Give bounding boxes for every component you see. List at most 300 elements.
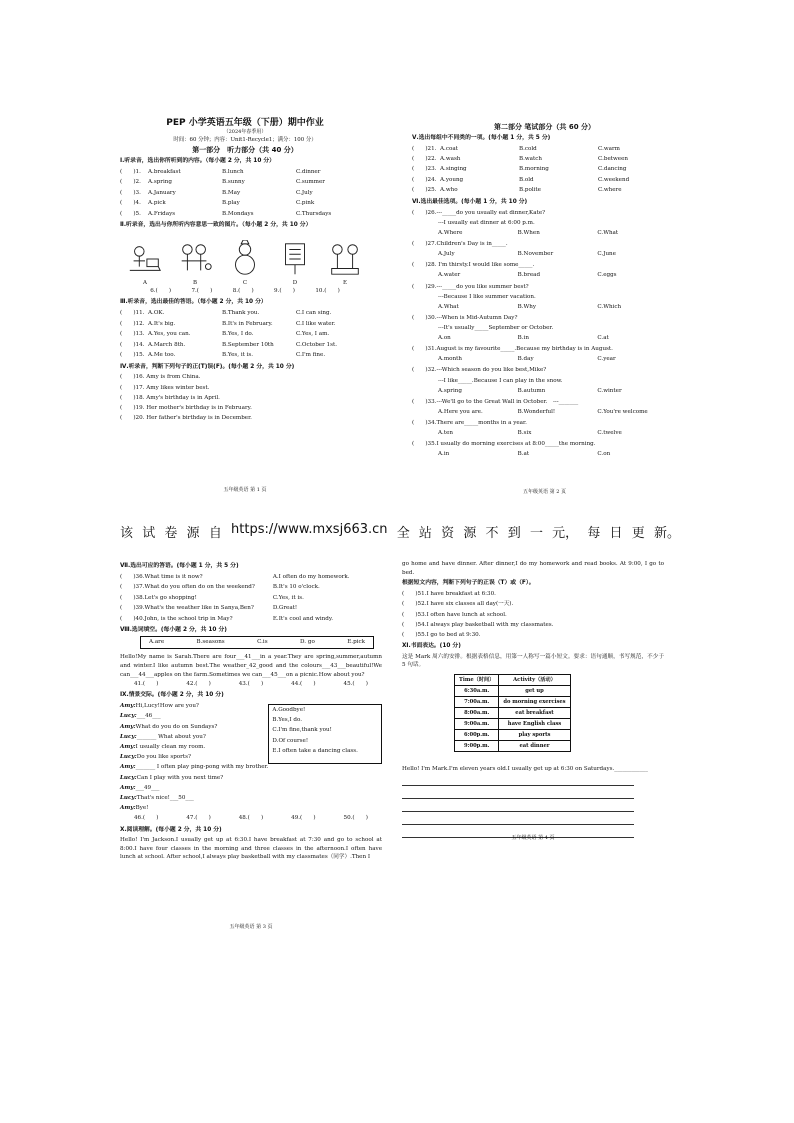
answer-slot[interactable]: 7.( ) <box>191 287 213 294</box>
word-bank <box>140 636 374 649</box>
dialogue-text: _______ I often play ping-pong with my brother. <box>135 764 269 771</box>
option-c[interactable]: C.between <box>598 156 629 163</box>
option-b[interactable]: B.polite <box>519 187 541 194</box>
banner-text: 日 <box>609 526 623 541</box>
time-cell: 6:30a.m. <box>455 686 499 697</box>
speaker: Amy: <box>120 703 136 710</box>
option-c[interactable]: C.weekend <box>598 176 630 183</box>
option-c[interactable]: C.summer <box>296 179 325 186</box>
activity-cell: play sports <box>499 730 570 741</box>
question-text: ( )27.Children's Day is in_____. <box>412 241 508 248</box>
question-number: ( )23. <box>412 166 437 173</box>
option-a[interactable]: A.breakfast <box>148 168 181 175</box>
option-c[interactable]: C.What <box>597 230 619 237</box>
section-11-heading: Ⅺ.书面表达。(10 分) <box>402 643 461 650</box>
question-row: ( )18. Amy's birthday is in April. <box>120 394 220 401</box>
question-row <box>412 186 677 196</box>
time-cell: 7:00a.m. <box>455 697 499 708</box>
question-row <box>120 178 370 188</box>
section-1-questions <box>120 167 370 219</box>
question-text: ( )32.---Which season do you like best,Mike? <box>412 367 547 374</box>
question-number: ( )3. <box>120 189 141 196</box>
question-item <box>412 240 677 260</box>
option-c[interactable]: C.year <box>597 356 616 363</box>
word-option: B.seasons <box>196 639 225 646</box>
page-2 <box>412 120 677 495</box>
option-a[interactable]: A.ten <box>438 430 453 437</box>
dialogue-option: C.I'm fine,thank you! <box>272 727 332 734</box>
banner-text: 元， <box>552 526 579 541</box>
section-9-heading: Ⅸ.情景交际。(每小题 2 分，共 10 分) <box>120 692 224 699</box>
picture-b: B <box>170 231 220 286</box>
question-row: ( )54.I always play basketball with my classmates. <box>402 621 554 628</box>
option-a[interactable]: A.It's big. <box>148 320 176 327</box>
option-c[interactable]: C.I like water. <box>296 320 336 327</box>
option-b[interactable]: B.sunny <box>222 179 245 186</box>
question-text: ( )34.There are_____months in a year. <box>412 420 527 427</box>
banner-text: 源 <box>463 526 477 541</box>
page-3 <box>120 560 382 930</box>
answer-option[interactable]: C.Yes, it is. <box>272 594 304 601</box>
option-c[interactable]: C.I can sing. <box>296 310 332 317</box>
speaker: Amy: <box>120 723 136 730</box>
answer-slot[interactable]: 6.( ) <box>150 287 172 294</box>
banner-text: 新。 <box>653 526 680 541</box>
question-item <box>412 397 677 417</box>
dialogue-option: A.Goodbye! <box>272 706 306 713</box>
page-footer: 五年级英语 第 1 页 <box>223 486 267 493</box>
banner-text: 不 <box>485 526 499 541</box>
option-a[interactable]: A.wash <box>440 156 461 163</box>
dialogue-line <box>120 732 268 742</box>
section-5-heading: Ⅴ.选出每组中不同类的一项。(每小题 1 分，共 5 分) <box>412 134 551 141</box>
table-row <box>455 741 571 752</box>
question-options <box>412 229 677 239</box>
word-option: C.is <box>257 639 268 646</box>
option-a[interactable]: A.month <box>438 356 462 363</box>
option-c[interactable]: C.at <box>597 335 609 342</box>
option-b[interactable]: B.play <box>222 200 240 207</box>
option-b[interactable]: B.Why <box>517 303 537 310</box>
part-1-heading: 第一部分 听力部分（共 40 分） <box>192 146 298 155</box>
question-number: ( )24. <box>412 176 437 183</box>
answer-slot[interactable]: 42.( ) <box>186 680 211 687</box>
dialogue-text: _______ What about you? <box>136 733 206 740</box>
dialogue-line <box>120 712 268 722</box>
option-a[interactable]: A.on <box>438 335 451 342</box>
question-row: ( )17. Amy likes winter best. <box>120 384 210 391</box>
speaker: Lucy: <box>120 754 137 761</box>
question-row <box>412 144 677 154</box>
option-b[interactable]: B.November <box>517 251 554 258</box>
writing-line[interactable] <box>402 786 634 799</box>
question-number: ( )15. <box>120 351 145 358</box>
question-options <box>412 355 677 365</box>
question-row <box>120 198 370 208</box>
option-a[interactable]: A.Fridays <box>148 210 176 217</box>
speaker: Amy: <box>120 764 136 771</box>
option-a[interactable]: A.January <box>148 189 176 196</box>
answer-option[interactable]: A.I often do my homework. <box>272 573 350 580</box>
question-row: ( )16. Amy is from China. <box>120 374 201 381</box>
picture-c: C <box>220 231 270 286</box>
option-c[interactable]: C.Thursdays <box>296 210 332 217</box>
option-a[interactable]: A.July <box>438 251 455 258</box>
part-2-heading: 第二部分 笔试部分（共 60 分） <box>493 123 596 131</box>
speaker: Amy: <box>120 743 136 750</box>
dialogue-text: What do you do on Sundays? <box>135 723 218 730</box>
answer-slot[interactable]: 9.( ) <box>274 287 295 294</box>
table-row <box>455 686 571 697</box>
family-icon <box>176 240 214 278</box>
question-text: ( )35.I usually do morning exercises at 8:00_____the morning. <box>412 441 596 448</box>
dialogue-area <box>120 702 382 814</box>
speaker: Amy: <box>120 805 136 812</box>
banner-text: 试 <box>142 526 156 541</box>
banner-text: 一 <box>529 526 543 541</box>
section-8-heading: Ⅷ.选词填空。(每小题 2 分，共 10 分) <box>120 627 227 634</box>
option-a[interactable]: A.young <box>440 176 464 183</box>
option-a[interactable]: A.What <box>438 303 459 310</box>
option-c[interactable]: C.twelve <box>597 430 622 437</box>
question-text: ( )39.What's the weather like in Sanya,Ben? <box>120 605 254 612</box>
question-text-2: ---I like_____.Because I can play in the snow. <box>438 377 563 384</box>
answer-slot[interactable]: 45.( ) <box>343 680 368 687</box>
source-banner <box>120 522 680 541</box>
picture-d: D <box>270 231 320 286</box>
children-icon <box>326 240 364 278</box>
section-3-heading: Ⅲ.听录音，选出最佳的答语。（每小题 2 分，共 10 分） <box>120 299 267 306</box>
question-number: ( )4. <box>120 200 141 207</box>
question-item <box>412 418 677 438</box>
banner-text: 资 <box>441 526 455 541</box>
option-c[interactable]: C.where <box>598 187 622 194</box>
option-a[interactable]: A.OK. <box>148 310 165 317</box>
speaker: Lucy: <box>120 713 137 720</box>
section-2-heading: Ⅱ.听录音，选出与你所听内容意思一致的图片。（每小题 2 分，共 10 分） <box>120 222 312 229</box>
section-9-answers <box>120 814 382 824</box>
answer-slot[interactable]: 49.( ) <box>291 815 316 822</box>
page-footer: 五年级英语 第 2 页 <box>523 488 566 495</box>
option-c[interactable]: C.dinner <box>296 168 321 175</box>
dialogue-line <box>120 793 268 803</box>
banner-text: 更 <box>631 526 645 541</box>
question-item <box>412 313 677 343</box>
option-c[interactable]: C.on <box>597 451 611 458</box>
dialogue-line <box>120 803 268 813</box>
question-item <box>412 440 677 460</box>
option-b[interactable]: B.old <box>519 176 534 183</box>
activity-cell: get up <box>499 686 570 697</box>
answer-slot[interactable]: 10.( ) <box>315 287 340 294</box>
question-item <box>412 282 677 312</box>
table-row <box>455 719 571 730</box>
time-cell: 9:00p.m. <box>455 741 499 752</box>
answer-option[interactable]: E.It's cool and windy. <box>272 615 334 622</box>
option-a[interactable]: A.March 8th. <box>148 341 186 348</box>
table-row <box>455 708 571 719</box>
question-row <box>120 209 370 219</box>
question-row <box>120 583 382 593</box>
question-number: ( )14. <box>120 341 145 348</box>
option-c[interactable]: C.dancing <box>598 166 627 173</box>
question-options <box>412 250 677 260</box>
writing-line[interactable] <box>402 812 634 825</box>
exam-title: PEP 小学英语五年级（下册）期中作业 <box>166 118 324 128</box>
option-a[interactable]: A.who <box>440 187 458 194</box>
option-b[interactable]: B.When <box>517 230 540 237</box>
section-10-heading: Ⅹ.阅读理解。(每小题 2 分，共 10 分) <box>120 826 222 833</box>
speaker: Amy: <box>120 784 136 791</box>
question-row <box>412 154 677 164</box>
dialogue-text: Do you like sports? <box>136 754 191 761</box>
option-c[interactable]: C.October 1st. <box>296 341 337 348</box>
sledding-icon <box>126 240 164 278</box>
question-row <box>120 593 382 603</box>
option-b[interactable]: B.watch <box>519 156 542 163</box>
question-item <box>412 261 677 281</box>
option-b[interactable]: B.September 10th <box>222 341 274 348</box>
section-6-questions <box>412 208 677 460</box>
dialogue-line <box>120 753 268 763</box>
question-row <box>120 188 370 198</box>
option-a[interactable]: A.pick <box>148 200 166 207</box>
dialogue-text: ___49___ <box>135 784 160 791</box>
option-c[interactable]: C.Which <box>597 303 622 310</box>
option-b[interactable]: B.May <box>222 189 241 196</box>
judge-heading: 根据短文内容，判断下列句子的正误（T）或（F）。 <box>402 580 535 587</box>
option-b[interactable]: B.Yes, I do. <box>222 331 254 338</box>
option-a[interactable]: A.Yes, you can. <box>148 331 191 338</box>
option-a[interactable]: A.coat <box>440 145 458 152</box>
dialogue-option: D.Of course! <box>272 737 309 744</box>
column-header: Time（时间） <box>455 675 499 686</box>
question-number: ( )13. <box>120 331 145 338</box>
word-option: E.pick <box>347 639 365 646</box>
page-footer: 五年级英语 第 4 页 <box>511 834 555 841</box>
answer-slot[interactable]: 46.( ) <box>133 815 159 822</box>
banner-text: 每 <box>587 526 601 541</box>
dialogue-line <box>120 773 268 783</box>
question-text: ( )29.---_____do you like summer best? <box>412 283 529 290</box>
question-text: ( )30.---When is Mid-Autumn Day? <box>412 314 518 321</box>
question-options <box>412 302 677 312</box>
page-1 <box>120 118 370 493</box>
question-text-2: ---I usually eat dinner at 6:00 p.m. <box>438 219 535 226</box>
question-row <box>120 319 370 329</box>
question-text-2: ---It's usually_____September or October. <box>438 325 554 332</box>
activity-cell: have English class <box>499 719 570 730</box>
picture-row <box>120 231 370 286</box>
judge-questions <box>402 590 664 641</box>
calendar-board-icon <box>276 240 314 278</box>
dialogue-line <box>120 783 268 793</box>
question-row <box>412 175 677 185</box>
option-a[interactable]: A.water <box>438 272 461 279</box>
option-c[interactable]: C.July <box>296 189 313 196</box>
option-b[interactable]: B.six <box>517 430 532 437</box>
section-7-heading: Ⅶ.选出可应的答语。(每小题 1 分，共 5 分) <box>120 563 239 569</box>
cloze-passage: Hello!My name is Sarah.There are four___41___in a year.They are spring,summer,autumn and winter.I like autumn best.The weather_42_good and the colours___43___beautiful!We can___44___apples on the farm.Sometimes we can___45___on a picnic.How about you? <box>120 654 382 678</box>
speaker: Lucy: <box>120 774 137 781</box>
question-row <box>412 165 677 175</box>
option-b[interactable]: B.autumn <box>517 387 546 394</box>
section-2-answers <box>120 286 370 296</box>
option-b[interactable]: B.in <box>517 335 529 342</box>
option-c[interactable]: C.warm <box>598 145 620 152</box>
option-c[interactable]: C.pink <box>296 200 315 207</box>
dialogue-line <box>120 763 268 773</box>
question-row: ( )53.I often have lunch at school. <box>402 611 507 618</box>
question-number: ( )25. <box>412 187 437 194</box>
answer-option[interactable]: B.It's 10 o'clock. <box>272 584 320 591</box>
question-item <box>412 366 677 396</box>
activity-cell: eat dinner <box>499 741 570 752</box>
question-text: ( )37.What do you often do on the weekend? <box>120 584 255 591</box>
exam-info: 时间：60 分钟；内容：Unit1-Recycle1；满分：100 分） <box>173 136 317 143</box>
question-row: ( )51.I have breakfast at 6:30. <box>402 591 496 598</box>
section-7-questions <box>120 572 382 624</box>
table-row <box>455 730 571 741</box>
dialogue-option: E.I often take a dancing class. <box>272 748 358 755</box>
dialogue-text: Hi,Lucy!How are you? <box>135 703 199 710</box>
answer-slot[interactable]: 47.( ) <box>186 815 211 822</box>
dialogue-text: I usually clean my room. <box>135 743 206 750</box>
question-number: ( )2. <box>120 179 141 186</box>
answer-option[interactable]: D.Great! <box>272 605 298 612</box>
dialogue <box>120 702 268 814</box>
answer-slot[interactable]: 44.( ) <box>291 680 316 687</box>
option-b[interactable]: B.Mondays <box>222 210 254 217</box>
question-number: ( )12. <box>120 320 145 327</box>
question-row <box>120 340 370 350</box>
answer-slot[interactable]: 43.( ) <box>238 680 264 687</box>
question-options <box>412 429 677 439</box>
option-a[interactable]: A.singing <box>440 166 467 173</box>
option-c[interactable]: C.You're welcome <box>597 408 648 415</box>
question-options <box>412 407 677 417</box>
question-row: ( )52.I have six classes all day(一天). <box>402 601 514 608</box>
question-options <box>412 450 677 460</box>
question-text: ( )28. I'm thirsty.I would like some_____. <box>412 262 535 269</box>
question-row <box>120 167 370 177</box>
question-row <box>120 572 382 582</box>
exam-term: （2024年春季用） <box>223 129 267 136</box>
question-text: ( )40.John, is the school trip in May? <box>120 615 233 622</box>
time-cell: 9:00a.m. <box>455 719 499 730</box>
question-text: ( )31.August is my favourite_____.Because my birthday is in August. <box>412 346 613 353</box>
option-c[interactable]: C.Yes, I am. <box>296 331 330 338</box>
dialogue-line <box>120 702 268 712</box>
question-row <box>120 603 382 613</box>
section-8-answers <box>120 679 382 689</box>
writing-line[interactable] <box>402 773 634 786</box>
word-option: D. go <box>300 639 315 646</box>
answer-slot[interactable]: 41.( ) <box>133 680 159 687</box>
dialogue-text: Can I play with you next time? <box>136 774 224 781</box>
question-options <box>412 271 677 281</box>
question-number: ( )5. <box>120 210 141 217</box>
writing-start: Hello! I'm Mark.I'm eleven years old.I usually get up at 6:30 on Saturdays.____________ <box>402 766 648 773</box>
dialogue-text: ___46___ <box>136 713 161 720</box>
section-4-questions <box>120 373 370 424</box>
option-a[interactable]: A.spring <box>148 179 172 186</box>
section-3-questions <box>120 309 370 361</box>
option-c[interactable]: C.I'm fine. <box>296 351 326 358</box>
option-a[interactable]: A.Here you are. <box>438 408 483 415</box>
option-c[interactable]: C.June <box>597 251 616 258</box>
column-header: Activity（活动） <box>499 675 570 686</box>
option-b[interactable]: B.bread <box>517 272 541 279</box>
question-row <box>120 309 370 319</box>
picture-e: E <box>320 231 370 286</box>
time-cell: 6:00p.m. <box>455 730 499 741</box>
option-a[interactable]: A.Me too. <box>148 351 176 358</box>
question-options <box>412 386 677 396</box>
option-b[interactable]: B.morning <box>519 166 549 173</box>
option-b[interactable]: B.at <box>517 451 530 458</box>
option-a[interactable]: A.Where <box>438 230 463 237</box>
time-cell: 8:00a.m. <box>455 708 499 719</box>
option-b[interactable]: B.lunch <box>222 168 244 175</box>
option-a[interactable]: A.in <box>438 451 450 458</box>
question-row: ( )20. Her father's birthday is in December. <box>120 415 252 422</box>
question-row <box>120 329 370 339</box>
banner-text: 站 <box>418 526 432 541</box>
dialogue-option: B.Yes,I do. <box>272 717 303 723</box>
page-footer: 五年级英语 第 3 页 <box>229 923 273 930</box>
question-row: ( )19. Her mother's birthday is in February. <box>120 405 252 411</box>
option-c[interactable]: C.eggs <box>597 272 617 279</box>
dialogue-line <box>120 742 268 752</box>
question-item <box>412 345 677 365</box>
word-option: A.are <box>149 639 165 646</box>
answer-slot[interactable]: 8.( ) <box>232 287 254 294</box>
question-options <box>412 334 677 344</box>
reading-passage: Hello! I'm Jackson.I usually get up at 6:30.I have breakfast at 7:30 and go to school at 8:00.I have four classes in the morning and three classes in the afternoon.I often have lunch at school. After school,I always play basketball with my classmates（同学）.Then I <box>120 836 382 861</box>
dialogue-line <box>120 722 268 732</box>
question-text: ( )26.---_____do you usually eat dinner,Kate? <box>412 209 546 216</box>
option-b[interactable]: B.It's in February. <box>222 320 273 327</box>
question-text: ( )33.---We'll go to the Great Wall in October. ---_______ <box>412 398 579 405</box>
option-b[interactable]: B.Yes, it is. <box>222 351 254 358</box>
speaker: Lucy: <box>120 794 137 801</box>
activity-cell: eat breakfast <box>499 708 570 719</box>
answer-slot[interactable]: 50.( ) <box>343 815 368 822</box>
picture-a: A <box>120 231 170 286</box>
writing-line[interactable] <box>402 799 634 812</box>
question-text-2: ---Because I like summer vacation. <box>438 293 536 300</box>
banner-text: 卷 <box>164 526 178 541</box>
dialogue-options <box>268 704 382 764</box>
section-4-heading: Ⅳ.听录音，判断下列句子的正(T)误(F)。(每小题 2 分，共 10 分) <box>120 363 295 370</box>
answer-slot[interactable]: 48.( ) <box>238 815 264 822</box>
option-b[interactable]: B.cold <box>519 145 537 152</box>
activity-cell: do morning exercises <box>499 697 570 708</box>
option-b[interactable]: B.Thank you. <box>222 310 260 317</box>
dialogue-text: That's nice!___50___ <box>136 794 194 801</box>
option-b[interactable]: B.day <box>517 356 534 363</box>
question-item <box>412 208 677 238</box>
section-6-heading: Ⅵ.选出最佳选项。(每小题 1 分，共 10 分) <box>412 198 528 205</box>
option-b[interactable]: B.Wonderful! <box>517 408 556 415</box>
option-c[interactable]: C.winter <box>597 387 622 394</box>
page-4 <box>402 560 664 841</box>
option-a[interactable]: A.spring <box>438 387 462 394</box>
speaker: Lucy: <box>120 733 137 740</box>
question-row <box>120 350 370 360</box>
question-row: ( )55.I go to bed at 9:30. <box>402 631 481 638</box>
